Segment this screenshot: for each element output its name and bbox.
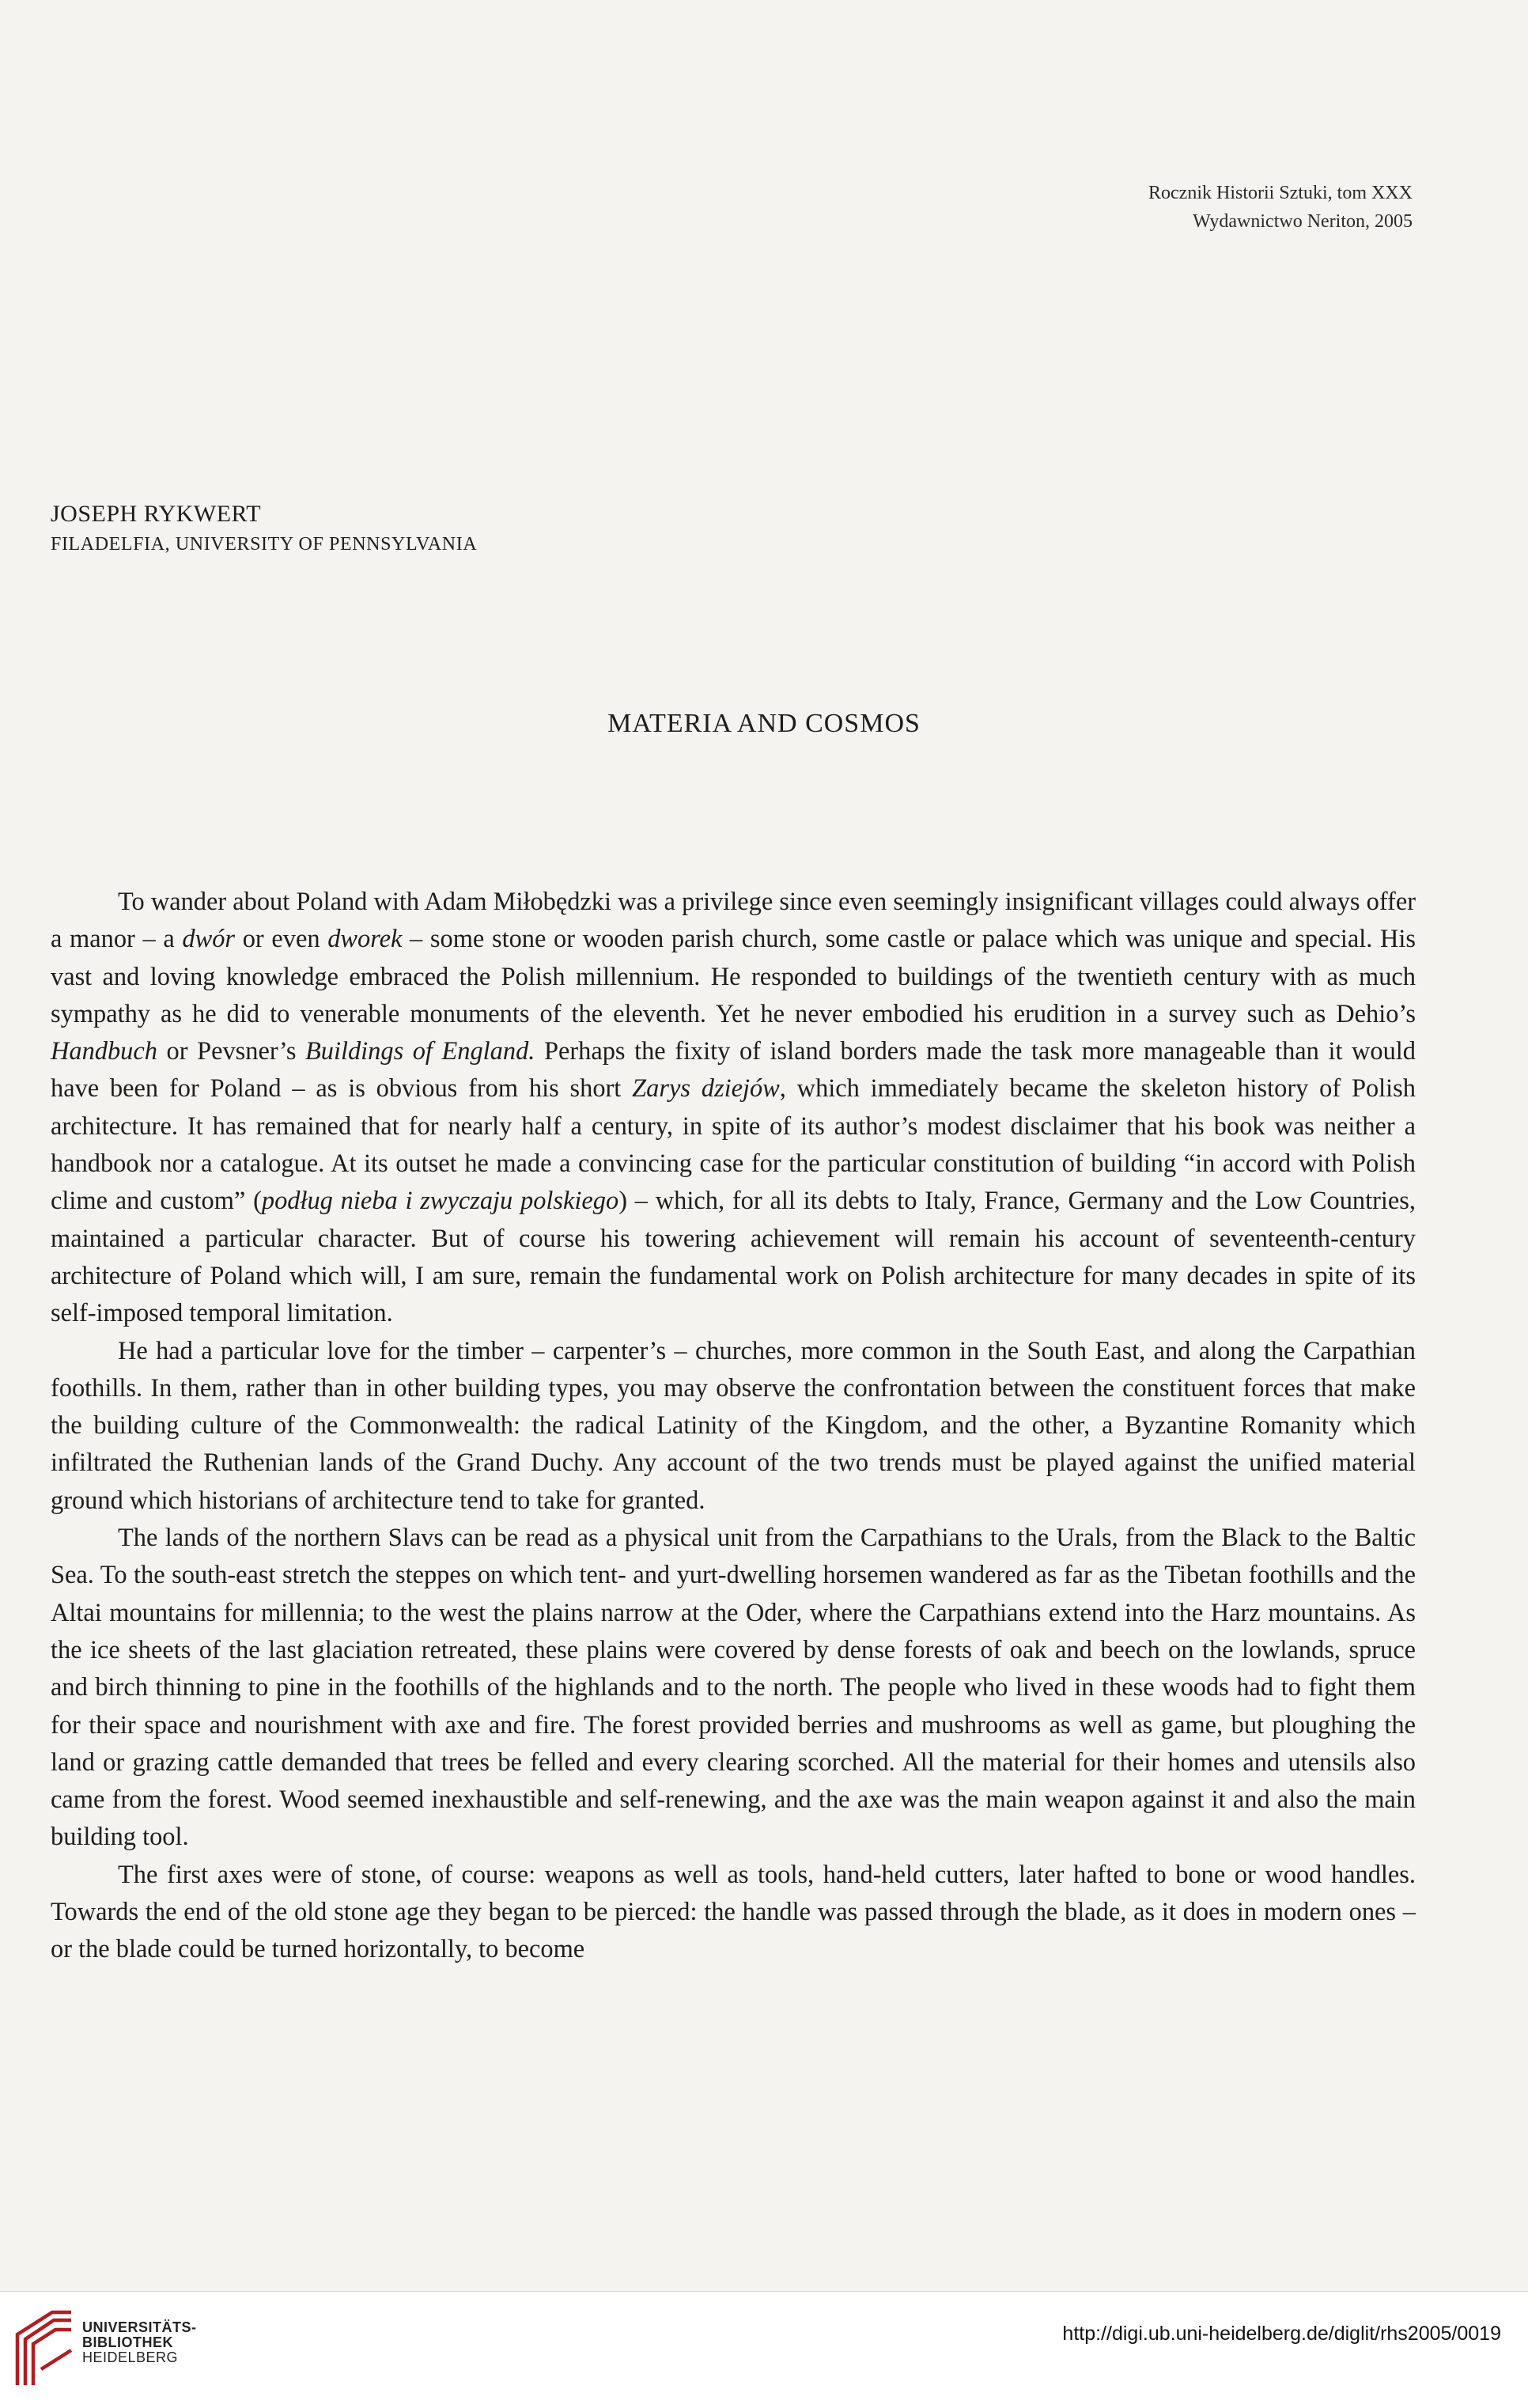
italic-run: Handbuch [51,1037,157,1066]
running-head [1148,179,1413,236]
article-body [51,884,1416,1969]
text-run: or Pevsner’s [157,1037,305,1066]
paragraph [51,1520,1416,1857]
text-run: – some stone or wooden parish church, some castle or palace which was unique and special. His vast and loving knowledge embraced the Polish millennium. He responded to buildings of the twentieth century with as much sympathy as he did to venerable monuments of the eleventh. Yet he never embodied his erudition in a survey such as Dehio’s [51,925,1416,1028]
text-run: The lands of the northern Slavs can be read as a physical unit from the Carpathians to the Urals, from the Black to the Baltic Sea. To the south-east stretch the steppes on which tent- and yurt-dwelling horsemen wandered as far as the Tibetan foothills and the Altai mountains for millennia; to the west the plains narrow at the Oder, where the Carpathians extend into the Harz mountains. As the ice sheets of the last glaciation retreated, these plains were covered by dense forests of oak and beech on the lowlands, spruce and birch thinning to pine in the foothills of the highlands and to the north. The people who lived in these woods had to fight them for their space and nourishment with axe and fire. The forest provided berries and mushrooms as well as game, but ploughing the land or grazing cattle demanded that trees be felled and every clearing scorched. All the material for their homes and utensils also came from the forest. Wood seemed inexhaustible and self-renewing, and the axe was the main weapon against it and also the main building tool. [51,1524,1416,1852]
paragraph [51,884,1416,1333]
text-run: or even [235,925,328,954]
italic-run: dworek [327,925,403,954]
library-logo-icon[interactable] [13,2306,76,2390]
text-run: To wander about Poland with Adam Miłobędzki was a privilege since even seemingly insignificant villages could always offer a manor – a [51,888,1416,954]
library-name-line-2: BIBLIOTHEK [82,2334,173,2350]
italic-run: dwór [182,925,236,954]
library-name-line-3: HEIDELBERG [82,2349,179,2365]
italic-run: Zarys dziejów [632,1074,780,1104]
italic-run: Buildings of England. [305,1037,535,1066]
paragraph [51,1857,1416,1969]
text-run: Perhaps the fixity of island borders made the task more manageable than it would have been for Poland – as is obvious from his short [51,1037,1416,1104]
author-block [51,498,477,558]
viewer-footer [0,2291,1528,2408]
italic-run: podług nieba i zwyczaju polskiego [261,1187,619,1216]
text-run: ) – which, for all its debts to Italy, France, Germany and the Low Countries, maintained a particular character. But of course his towering achievement will remain his account of seventeenth-century architecture of Poland which will, I am sure, remain the fundamental work on Polish architecture for many decades in spite of its self-imposed temporal limitation. [51,1187,1416,1328]
text-run: He had a particular love for the timber – carpenter’s – churches, more common in the South East, and along the Carpathian foothills. In them, rather than in other building types, you may observe the confrontation between the constituent forces that make the building culture of the Commonwealth: the radical Latinity of the Kingdom, and the other, a Byzantine Romanity which infiltrated the Ruthenian lands of the Grand Duchy. Any account of the two trends must be played against the unified material ground which historians of architecture tend to take for granted. [51,1336,1416,1515]
author-name: JOSEPH RYKWERT [51,501,262,527]
article-title: MATERIA AND COSMOS [607,709,921,738]
journal-title: Rocznik Historii Sztuki, tom XXX [1148,183,1413,203]
library-name[interactable] [82,2320,197,2365]
library-name-line-1: UNIVERSITÄTS- [82,2319,197,2335]
text-run: The first axes were of stone, of course: weapons as well as tools, hand-held cutters, later hafted to bone or wood handles. Towards the end of the old stone age they began to be pierced: the handle was passed through the blade, as it does in modern ones – or the blade could be turned horizontally, to become [51,1860,1416,1964]
author-affiliation: FILADELFIA, UNIVERSITY OF PENNSYLVANIA [51,534,478,555]
paragraph [51,1333,1416,1520]
source-url-link[interactable]: http://digi.ub.uni-heidelberg.de/diglit/rhs2005/0019 [1062,2323,1501,2345]
publisher-line: Wydawnictwo Neriton, 2005 [1193,211,1413,232]
text-run: , which immediately became the skeleton history of Polish architecture. It has remained that for nearly half a century, in spite of its author’s modest disclaimer that his book was neither a handbook nor a catalogue. At its outset he made a convincing case for the particular constitution of building “in accord with Polish clime and custom” ( [51,1074,1416,1216]
